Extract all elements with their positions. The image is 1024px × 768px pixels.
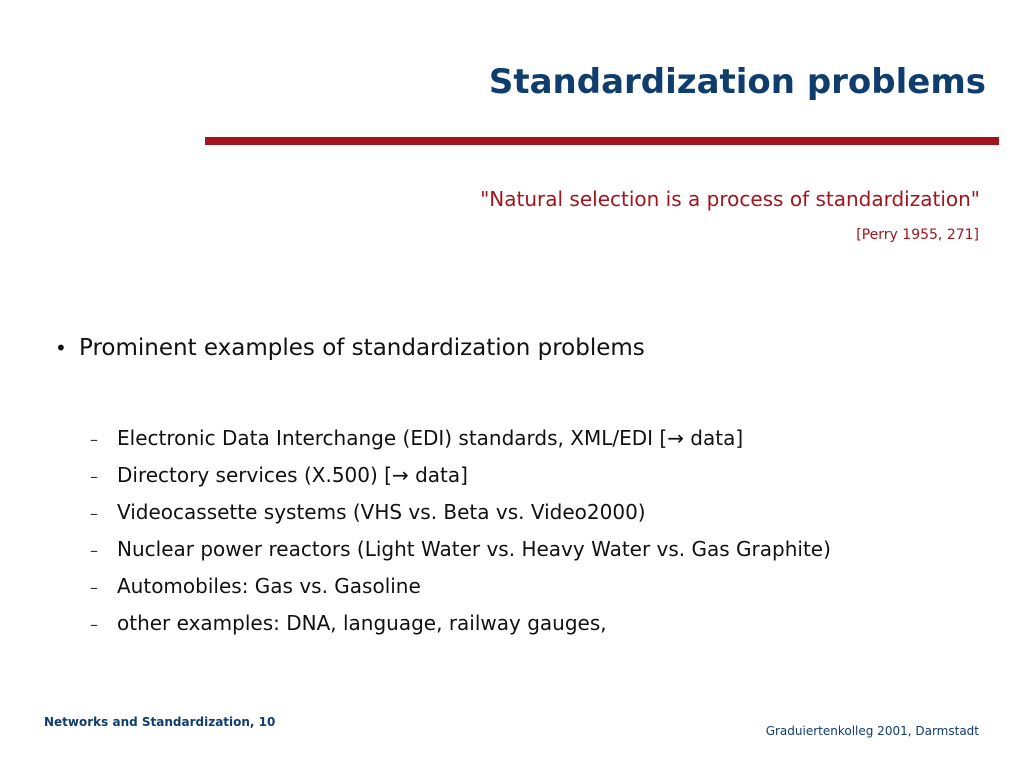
list-item: [90, 423, 831, 460]
slide-title: Standardization problems: [488, 62, 986, 102]
main-bullet: [55, 335, 645, 361]
list-item: [90, 608, 831, 645]
list-item: [90, 497, 831, 534]
list-item-text: Electronic Data Interchange (EDI) standards, XML/EDI [→ data]: [117, 426, 744, 450]
dash-icon: –: [90, 504, 98, 523]
epigraph-citation: [Perry 1955, 271]: [856, 227, 979, 243]
sub-bullet-list: [90, 423, 831, 645]
dash-icon: –: [90, 541, 98, 560]
list-item: [90, 534, 831, 571]
list-item-text: Videocassette systems (VHS vs. Beta vs. Video2000): [117, 500, 646, 524]
dash-icon: –: [90, 430, 98, 449]
list-item-text: other examples: DNA, language, railway gauges,: [117, 611, 607, 635]
bullet-icon: •: [55, 336, 67, 360]
dash-icon: –: [90, 615, 98, 634]
list-item-text: Directory services (X.500) [→ data]: [117, 463, 468, 487]
title-underline-rule: [205, 137, 999, 145]
list-item: [90, 460, 831, 497]
epigraph-quote: "Natural selection is a process of standardization": [480, 187, 980, 211]
main-bullet-text: Prominent examples of standardization problems: [79, 335, 645, 361]
list-item-text: Nuclear power reactors (Light Water vs. Heavy Water vs. Gas Graphite): [117, 537, 831, 561]
list-item: [90, 571, 831, 608]
list-item-text: Automobiles: Gas vs. Gasoline: [117, 574, 421, 598]
footer-event-label: Graduiertenkolleg 2001, Darmstadt: [765, 724, 979, 738]
footer-slide-label: Networks and Standardization, 10: [44, 715, 276, 729]
dash-icon: –: [90, 467, 98, 486]
dash-icon: –: [90, 578, 98, 597]
